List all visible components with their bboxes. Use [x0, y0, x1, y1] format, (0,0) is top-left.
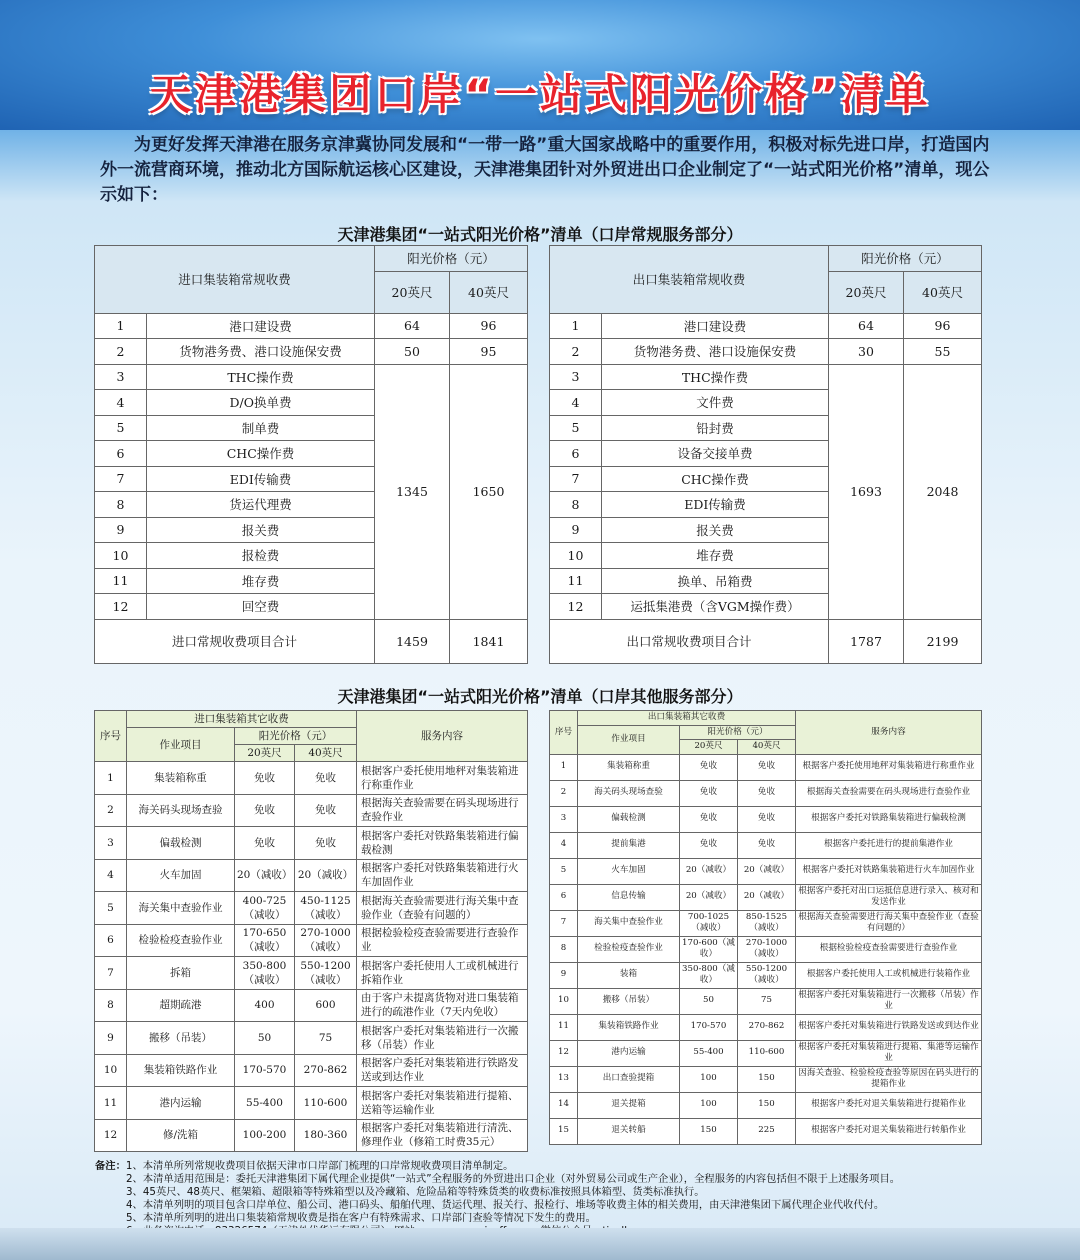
table-row: 9 报关费: [550, 517, 982, 543]
import-regular-table: [94, 245, 528, 664]
import-other-table: [94, 710, 528, 1152]
table-row: 5 制单费: [95, 415, 528, 441]
note-line: 1、本清单所列常规收费项目依据天津市口岸部门梳理的口岸常规收费项目清单制定。: [125, 1160, 514, 1172]
table-row: 4 D/O换单费: [95, 390, 528, 416]
table-row: 2 海关码头现场查验 免收 免收 根据海关查验需要在码头现场进行查验作业: [95, 794, 528, 827]
table-row: 10 堆存费: [550, 543, 982, 569]
table-row: 7 海关集中查验作业 700-1025（减收） 850-1525（减收） 根据海关查验需要进行海关集中查验作业（查验有问题的）: [550, 910, 982, 936]
table-row: 6 设备交接单费: [550, 441, 982, 467]
table-row: 6 CHC操作费: [95, 441, 528, 467]
table-row: 4 火车加固 20（减收） 20（减收） 根据客户委托对铁路集装箱进行火车加固作业: [95, 859, 528, 892]
col-20ft: 20英尺: [375, 271, 450, 313]
table-row: 6 检验检疫查验作业 170-650（减收） 270-1000（减收） 根据检验检疫查验需要进行查验作业: [95, 924, 528, 957]
table-row: 11 换单、吊箱费: [550, 568, 982, 594]
total-row: 进口常规收费项目合计 1459 1841: [95, 619, 528, 663]
table-row: 12 回空费: [95, 594, 528, 620]
price-header: 阳光价格（元）: [829, 246, 982, 272]
col-service: 服务内容: [796, 711, 982, 755]
col-seq: 序号: [95, 711, 127, 762]
table-row: 2 海关码头现场查验 免收 免收 根据海关查验需要在码头现场进行查验作业: [550, 780, 982, 806]
price-header: 阳光价格（元）: [235, 728, 357, 745]
col-40ft: 40英尺: [904, 271, 982, 313]
table-row: 10 集装箱铁路作业 170-570 270-862 根据客户委托对集装箱进行铁路发送或到达作业: [95, 1054, 528, 1087]
table-row: 3 偏载检测 免收 免收 根据客户委托对铁路集装箱进行偏载检测: [550, 806, 982, 832]
table-row: 7 CHC操作费: [550, 466, 982, 492]
col-40ft: 40英尺: [295, 745, 357, 762]
col-item: 作业项目: [127, 728, 235, 762]
table-row: 5 火车加固 20（减收） 20（减收） 根据客户委托对铁路集装箱进行火车加固作业: [550, 858, 982, 884]
table-row: 7 拆箱 350-800（减收） 550-1200（减收） 根据客户委托使用人工或机械进行拆箱作业: [95, 957, 528, 990]
table-row: 2 货物港务费、港口设施保安费 30 55: [550, 339, 982, 365]
table-header: 进口集装箱常规收费: [95, 246, 375, 314]
table-row: 12 修/洗箱 100-200 180-360 根据客户委托对集装箱进行清洗、修理作业（修箱工时费35元）: [95, 1119, 528, 1152]
table-row: 3 偏载检测 免收 免收 根据客户委托对铁路集装箱进行偏载检测: [95, 827, 528, 860]
section-title-regular: 天津港集团“一站式阳光价格”清单（口岸常规服务部分）: [337, 225, 743, 244]
export-regular-table: [549, 245, 982, 664]
col-20ft: 20英尺: [680, 740, 738, 755]
table-header: 出口集装箱常规收费: [550, 246, 829, 314]
table-row: 11 港内运输 55-400 110-600 根据客户委托对集装箱进行提箱、送箱等运输作业: [95, 1087, 528, 1120]
page-title: 天津港集团口岸“一站式阳光价格”清单: [149, 70, 931, 119]
col-40ft: 40英尺: [738, 740, 796, 755]
group-price-20: 1693: [829, 364, 904, 619]
price-header: 阳光价格（元）: [680, 725, 796, 740]
note-line: 2、本清单适用范围是：委托天津港集团下属代理企业提供“一站式”全程服务的外贸进出口企业（对外贸易公司或生产企业），全程服务的内容包括但不限于上述服务项目。: [126, 1173, 901, 1185]
table-row: 3 THC操作费 1345 1650: [95, 364, 528, 390]
note-line: 3、45英尺、48英尺、框架箱、超限箱等特殊箱型以及冷藏箱、危险品箱等特殊货类的收费标准按照具体箱型、货类标准执行。: [126, 1186, 705, 1198]
notes-label: 备注：: [95, 1160, 126, 1172]
table-row: 1 港口建设费 64 96: [95, 313, 528, 339]
export-other-label: 出口集装箱其它收费: [578, 711, 796, 726]
table-row: 8 EDI传输费: [550, 492, 982, 518]
table-row: 4 文件费: [550, 390, 982, 416]
table-row: 13 出口查验提箱 100 150 因海关查验、检验检疫查验等原因在码头进行的提箱作业: [550, 1066, 982, 1092]
table-row: 8 超期疏港 400 600 由于客户未提离货物对进口集装箱进行的疏港作业（7天内免收）: [95, 989, 528, 1022]
intro-paragraph: 为更好发挥天津港在服务京津冀协同发展和“一带一路”重大国家战略中的重要作用，积极对标先进口岸，打造国内外一流营商环境，推动北方国际航运核心区建设，天津港集团针对外贸进出口企业制定了“一站式阳光价格”清单，现公示如下：: [100, 135, 990, 205]
total-row: 出口常规收费项目合计 1787 2199: [550, 619, 982, 663]
table-row: 12 港内运输 55-400 110-600 根据客户委托对集装箱进行提箱、集港等运输作业: [550, 1040, 982, 1066]
table-row: 3 THC操作费 1693 2048: [550, 364, 982, 390]
table-row: 8 货运代理费: [95, 492, 528, 518]
note-line: 5、本清单所列明的进出口集装箱常规收费是指在客户有特殊需求、口岸部门查验等情况下发生的费用。: [126, 1212, 596, 1224]
table-row: 14 退关提箱 100 150 根据客户委托对退关集装箱进行提箱作业: [550, 1092, 982, 1118]
export-other-table: [549, 710, 982, 1145]
table-row: 2 货物港务费、港口设施保安费 50 95: [95, 339, 528, 365]
col-item: 作业项目: [578, 725, 680, 754]
table-row: 9 搬移（吊装） 50 75 根据客户委托对集装箱进行一次搬移（吊装）作业: [95, 1022, 528, 1055]
group-price-40: 1650: [450, 364, 528, 619]
group-price-40: 2048: [904, 364, 982, 619]
table-row: 11 集装箱铁路作业 170-570 270-862 根据客户委托对集装箱进行铁路发送或到达作业: [550, 1014, 982, 1040]
table-row: 1 集装箱称重 免收 免收 根据客户委托使用地秤对集装箱进行称重作业: [95, 762, 528, 795]
col-service: 服务内容: [357, 711, 528, 762]
col-20ft: 20英尺: [235, 745, 295, 762]
port-skyline-image: [0, 1228, 1080, 1260]
table-row: 5 海关集中查验作业 400-725（减收） 450-1125（减收） 根据海关查验需要进行海关集中查验作业（查验有问题的）: [95, 892, 528, 925]
table-row: 10 搬移（吊装） 50 75 根据客户委托对集装箱进行一次搬移（吊装）作业: [550, 988, 982, 1014]
table-row: 8 检验检疫查验作业 170-600（减收） 270-1000（减收） 根据检验检疫查验需要进行查验作业: [550, 936, 982, 962]
col-seq: 序号: [550, 711, 578, 755]
table-row: 6 信息传输 20（减收） 20（减收） 根据客户委托对出口运抵信息进行录入、核对和发送作业: [550, 884, 982, 910]
note-line: 4、本清单列明的项目包含口岸单位、船公司、港口码头、船舶代理、货运代理、报关行、报检行、堆场等收费主体的相关费用，由天津港集团下属代理企业代收代付。: [126, 1199, 885, 1211]
col-20ft: 20英尺: [829, 271, 904, 313]
group-price-20: 1345: [375, 364, 450, 619]
table-row: 9 报关费: [95, 517, 528, 543]
table-row: 5 铅封费: [550, 415, 982, 441]
table-row: 4 提前集港 免收 免收 根据客户委托进行的提前集港作业: [550, 832, 982, 858]
table-row: 9 装箱 350-800（减收） 550-1200（减收） 根据客户委托使用人工或机械进行装箱作业: [550, 962, 982, 988]
notes: [95, 1160, 1035, 1238]
col-40ft: 40英尺: [450, 271, 528, 313]
table-row: 7 EDI传输费: [95, 466, 528, 492]
table-row: 15 退关转船 150 225 根据客户委托对退关集装箱进行转船作业: [550, 1118, 982, 1144]
section-title-other: 天津港集团“一站式阳光价格”清单（口岸其他服务部分）: [337, 687, 743, 706]
table-row: 11 堆存费: [95, 568, 528, 594]
price-header: 阳光价格（元）: [375, 246, 528, 272]
table-row: 1 集装箱称重 免收 免收 根据客户委托使用地秤对集装箱进行称重作业: [550, 754, 982, 780]
table-row: 1 港口建设费 64 96: [550, 313, 982, 339]
import-other-label: 进口集装箱其它收费: [127, 711, 357, 728]
table-row: 12 运抵集港费（含VGM操作费）: [550, 594, 982, 620]
table-row: 10 报检费: [95, 543, 528, 569]
